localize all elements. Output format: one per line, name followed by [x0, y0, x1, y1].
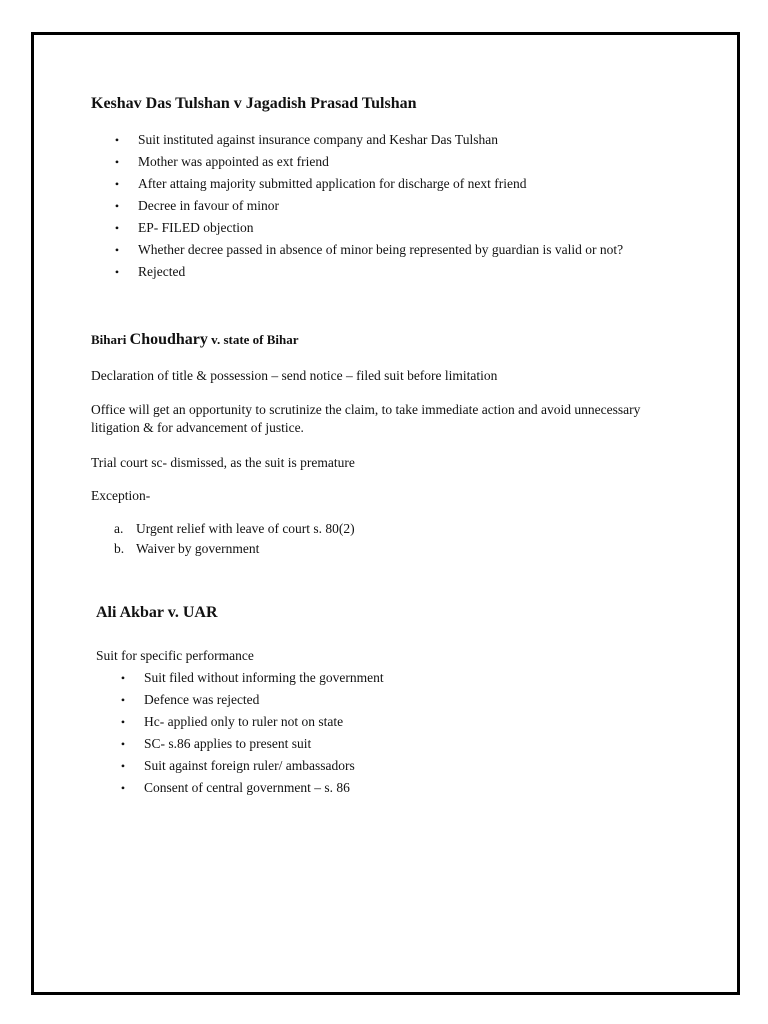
- case-title-bihari-choudhary: [91, 330, 299, 350]
- list-item: [114, 519, 355, 539]
- case-title-keshav-das: Keshav Das Tulshan v Jagadish Prasad Tulshan: [91, 95, 417, 112]
- list-item: [112, 239, 623, 261]
- list-item: [118, 667, 384, 689]
- list-marker: a.: [114, 521, 124, 536]
- bullet-icon: •: [114, 243, 120, 257]
- list-item-text: Urgent relief with leave of court s. 80(2): [136, 521, 355, 536]
- bullet-icon: •: [120, 737, 126, 751]
- list-item-text: Mother was appointed as ext friend: [138, 154, 329, 169]
- list-marker: b.: [114, 541, 125, 556]
- list-item: [112, 261, 623, 283]
- list-item: [112, 217, 623, 239]
- case-title-part: Choudhary: [129, 331, 208, 348]
- case2-paragraph-declaration: Declaration of title & possession – send notice – filed suit before limitation: [91, 368, 498, 383]
- case2-exception-list: [114, 519, 355, 559]
- case1-bullet-list: [112, 129, 623, 283]
- list-item-text: Waiver by government: [136, 541, 260, 556]
- list-item: [112, 129, 623, 151]
- list-item: [112, 151, 623, 173]
- bullet-icon: •: [114, 199, 120, 213]
- list-item: [118, 777, 384, 799]
- bullet-icon: •: [114, 221, 120, 235]
- list-item: [112, 195, 623, 217]
- list-item-text: Rejected: [138, 264, 186, 279]
- case3-intro: Suit for specific performance: [96, 648, 254, 663]
- list-item: [114, 539, 355, 559]
- case3-bullet-list: [118, 667, 384, 799]
- bullet-icon: •: [120, 715, 126, 729]
- list-item-text: Decree in favour of minor: [138, 198, 279, 213]
- case-title-ali-akbar: Ali Akbar v. UAR: [96, 604, 218, 621]
- list-item-text: SC- s.86 applies to present suit: [144, 736, 312, 751]
- bullet-icon: •: [114, 155, 120, 169]
- list-item: [118, 755, 384, 777]
- case2-paragraph-trial-court: Trial court sc- dismissed, as the suit is premature: [91, 455, 355, 470]
- list-item-text: Consent of central government – s. 86: [144, 780, 350, 795]
- list-item: [112, 173, 623, 195]
- bullet-icon: •: [114, 177, 120, 191]
- list-item-text: Suit filed without informing the government: [144, 670, 384, 685]
- list-item: [118, 689, 384, 711]
- case-title-part: v. state of Bihar: [207, 332, 299, 347]
- bullet-icon: •: [114, 265, 120, 279]
- case-title-part: Bihari: [91, 332, 130, 347]
- bullet-icon: •: [120, 781, 126, 795]
- list-item-text: Suit against foreign ruler/ ambassadors: [144, 758, 355, 773]
- case2-paragraph-office: Office will get an opportunity to scrutinize the claim, to take immediate action and avoid unnecessary litigation & for advancement of justice.: [91, 402, 641, 435]
- bullet-icon: •: [120, 671, 126, 685]
- list-item-text: Defence was rejected: [144, 692, 260, 707]
- list-item-text: After attaing majority submitted application for discharge of next friend: [138, 176, 527, 191]
- bullet-icon: •: [114, 133, 120, 147]
- list-item-text: Hc- applied only to ruler not on state: [144, 714, 344, 729]
- list-item: [118, 733, 384, 755]
- list-item-text: EP- FILED objection: [138, 220, 254, 235]
- list-item-text: Whether decree passed in absence of minor being represented by guardian is valid or not?: [138, 242, 624, 257]
- list-item-text: Suit instituted against insurance company and Keshar Das Tulshan: [138, 132, 498, 147]
- case2-exception-label: Exception-: [91, 488, 151, 503]
- bullet-icon: •: [120, 759, 126, 773]
- bullet-icon: •: [120, 693, 126, 707]
- list-item: [118, 711, 384, 733]
